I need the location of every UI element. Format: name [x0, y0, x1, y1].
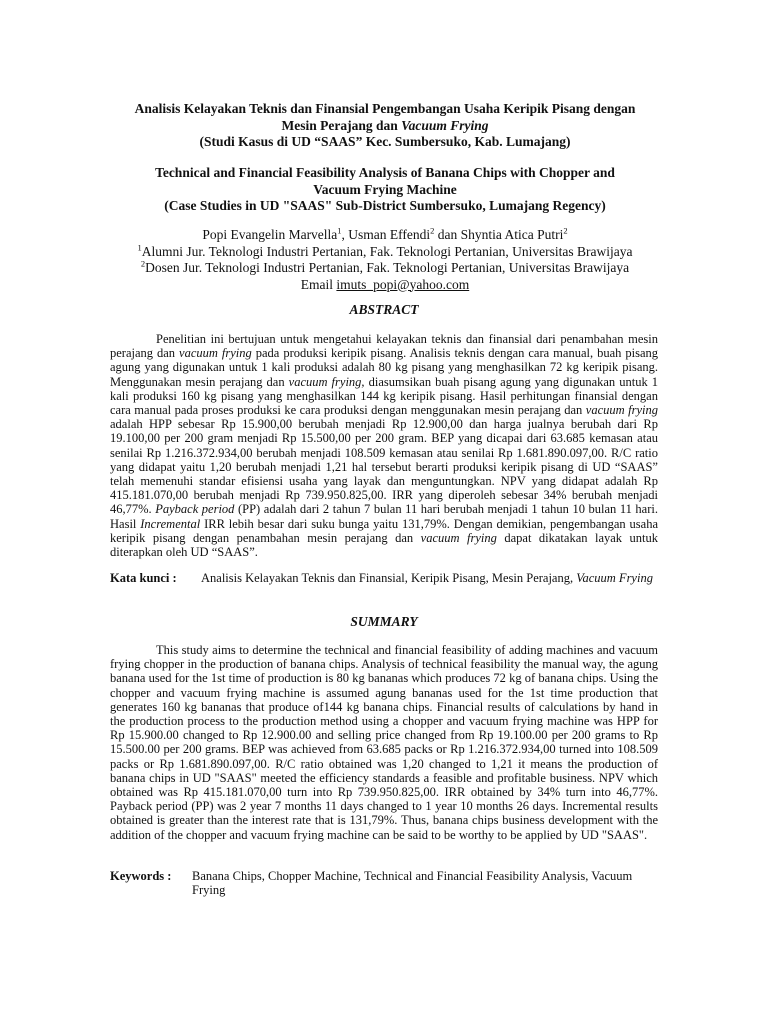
keywords-text: Banana Chips, Chopper Machine, Technical and Financial Feasibility Analysis, Vacuum Frying [192, 869, 633, 898]
author-sep-1: , [341, 227, 349, 242]
kata-kunci-text [201, 571, 658, 585]
keywords-label: Keywords : [110, 869, 172, 883]
abstract-text-2: pada produksi keripik pisang. Analisis teknis dengan cara manual, buah pisang agung yang digunakan untuk 1 kali produksi adalah 80 kg pisang yang menghasilkan 72 kg keripik pisang. Menggunakan mesin perajang dan [110, 346, 658, 389]
email-link[interactable]: imuts_popi@yahoo.com [336, 276, 470, 292]
author-3-sup: 2 [563, 225, 568, 236]
title-id-line2-italic: Vacuum Frying [401, 117, 489, 133]
author-sep-2: dan [434, 227, 461, 242]
abstract-italic-1: vacuum frying [179, 346, 252, 361]
kata-kunci-italic: Vacuum Frying [576, 571, 653, 585]
affiliation-2-sup: 2 [140, 258, 146, 269]
abstract-italic-3: vacuum frying [585, 403, 659, 418]
abstract-text-5: (PP) adalah dari 2 tahun 7 bulan 11 hari berubah menjadi 1 tahun 10 bulan 11 hari. Hasil [110, 502, 658, 531]
indonesian-title [60, 101, 710, 151]
title-id-line2 [60, 118, 710, 135]
summary-heading: SUMMARY [350, 614, 418, 629]
title-id-line3: (Studi Kasus di UD “SAAS” Kec. Sumbersuko, Kab. Lumajang) [199, 134, 571, 149]
abstract-heading: ABSTRACT [349, 302, 419, 317]
abstract-italic-5: Incremental [140, 516, 201, 531]
title-id-line1: Analisis Kelayakan Teknis dan Finansial Pengembangan Usaha Keripik Pisang dengan [134, 101, 636, 116]
affiliation-1 [60, 244, 710, 261]
abstract-text-3: diasumsikan buah pisang agung yang digunakan untuk 1 kali produksi 160 kg pisang yang menghasilkan 144 kg keripik pisang. Hasil perhitungan finansial dengan cara manual pada proses produksi ke cara produksi dengan menggunakan mesin perajang dan [110, 374, 658, 418]
affiliation-1-text: Alumni Jur. Teknologi Industri Pertanian, Fak. Teknologi Pertanian, Universitas Brawijaya [141, 243, 633, 259]
english-title [60, 165, 710, 215]
title-en-line3: (Case Studies in UD "SAAS" Sub-District Sumbersuko, Lumajang Regency) [164, 198, 606, 213]
abstract-text-7: dapat dikatakan layak untuk diterapkan oleh UD “SAAS”. [110, 530, 658, 560]
summary-body: This study aims to determine the technical and financial feasibility of adding machines and vacuum frying chopper in the production of banana chips. Analysis of technical feasibility the manual way, the agung banana used for the 1st time of production is 80 kg bananas which produces 72 kg of banana chips. Using the chopper and vacuum frying machine is assumed agung bananas used for the 1st time production that generates 160 kg bananas that produce of144 kg banana chips. Financial results of calculations by hand in the production process to the production method using a chopper and vacuum frying machine was HPP for Rp 15.900.00 changed to Rp 12.900.00 and selling price changed from Rp 19.100.00 per 200 grams to Rp 15.500.00 per 200 grams. BEP was achieved from 63.685 packs or Rp 1.216.372.934,00 turned into 108.509 packs or Rp 1.681.890.097,00. R/C ratio obtained was 1,20 changed to 1,21 it means the production of banana chips in UD "SAAS" meeted the efficiency standards a feasible and profitable business. NPV which obtained was Rp 415.181.070,00 turn into Rp 739.950.825,00. IRR obtained by 34% turn into 46,77%. Payback period (PP) was 2 year 7 months 11 days changed to 1 year 10 months 26 days. Incremental results obtained is greater than the interest rate that is 131,79%. Thus, banana chips business development with the addition of the chopper and vacuum frying machine can be said to be worthy to be applied by UD "SAAS". [110, 643, 658, 842]
author-2: Usman Effendi [348, 227, 431, 242]
affiliation-2-text: Dosen Jur. Teknologi Industri Pertanian, Fak. Teknologi Pertanian, Universitas Brawijaya [145, 260, 630, 275]
abstract-text-6: IRR lebih besar dari suku bunga yaitu 131,79%. Dengan demikian, pengembangan usaha keripik pisang dengan penambahan mesin perajang dan [110, 516, 658, 545]
author-line [60, 227, 710, 244]
affiliation-1-sup: 1 [137, 242, 142, 252]
title-en-line2: Vacuum Frying Machine [313, 181, 457, 197]
email-line [60, 277, 710, 294]
title-en-line1: Technical and Financial Feasibility Analysis of Banana Chips with Chopper and [155, 165, 615, 180]
abstract-italic-4: Payback period [155, 502, 235, 517]
abstract-italic-2: vacuum frying, [288, 374, 365, 389]
email-label: Email [300, 276, 337, 292]
abstract-text-4: adalah HPP sebesar Rp 15.900,00 berubah menjadi Rp 12.900,00 dan harga jualnya berubah dari Rp 19.100,00 per 200 gram menjadi Rp 15.500,00 per 200 gram. BEP yang dicapai dari 63.685 kemasan atau senilai Rp 1.216.372.934,00 berubah menjadi 108.509 kemasan atau senilai Rp 1.681.890.097,00. R/C ratio yang didapat yaitu 1,20 berubah menjadi 1,21 hal tersebut berarti produksi keripik pisang di UD “SAAS” telah memenuhi standar efisiensi usaha yang layak dan menguntungkan. NPV yang didapat adalah Rp 415.181.070,00 berubah menjadi Rp 739.950.825,00. IRR yang diperoleh sebesar 34% berubah menjadi 46,77%. [110, 417, 658, 517]
author-3: Shyntia Atica Putri [460, 227, 564, 242]
abstract-body [110, 332, 658, 559]
abstract-italic-6: vacuum frying [420, 530, 497, 545]
title-id-line2-text: Mesin Perajang dan [281, 117, 402, 133]
kata-kunci-label: Kata kunci : [110, 571, 177, 585]
author-1: Popi Evangelin Marvella [202, 227, 338, 242]
author-2-sup: 2 [430, 225, 435, 236]
abstract-text-1: Penelitian ini bertujuan untuk mengetahui kelayakan teknis dan finansial dari penambahan mesin perajang dan [110, 332, 658, 361]
author-1-sup: 1 [337, 225, 342, 236]
kata-kunci-terms: Analisis Kelayakan Teknis dan Finansial, Keripik Pisang, Mesin Perajang, [201, 571, 577, 585]
authors-block [60, 227, 710, 293]
affiliation-2 [60, 260, 710, 277]
